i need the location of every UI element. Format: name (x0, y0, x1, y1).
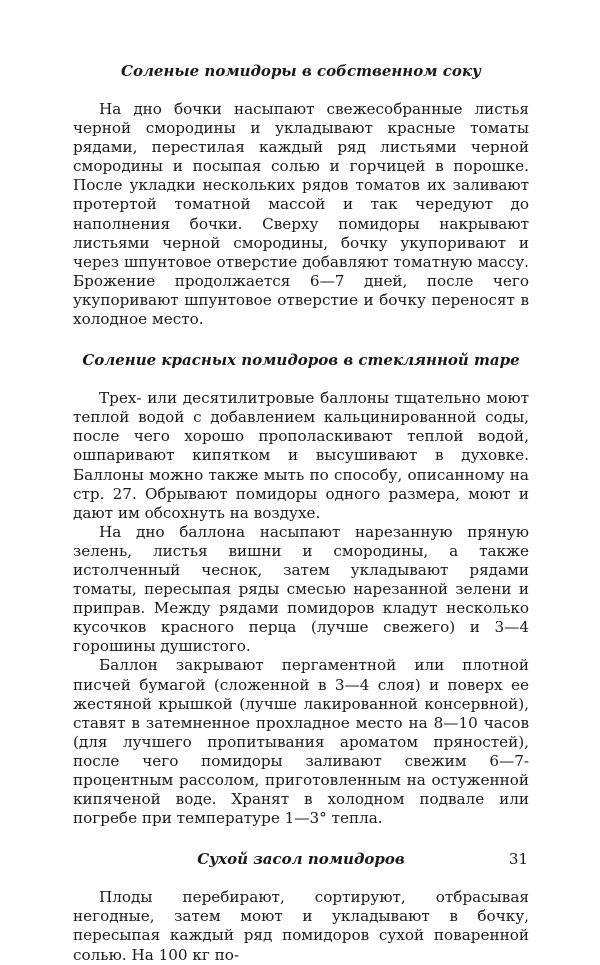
page-number: 31 (508, 850, 528, 868)
paragraph: Баллон закрывают пергаментной или плотной писчей бумагой (сложенной в 3—4 слоя) и поверх ее жестяной крышкой (лучше лакированной консервной), ставят в затемненное прохладное место на 8—10 часов (для лучшего пропитывания ароматом пряностей), после чего помидоры заливают свежим 6—7-процентным рассолом, приготовленным на остуженной кипяченой воде. Хранят в холодном подвале или погребе при температуре 1—3° тепла. (73, 656, 529, 828)
section-heading-1: Соленые помидоры в собственном соку (121, 62, 481, 80)
section-heading-2: Соление красных помидоров в стеклянной таре (82, 351, 520, 370)
paragraph: На дно баллона насыпают нарезанную пряную зелень, листья вишни и смородины, а также истолченный чеснок, затем укладывают рядами томаты, пересыпая ряды смесью нарезанной зелени и приправ. Между рядами помидоров кладут несколько кусочков красного перца (лучше свежего) и 3—4 горошины душистого. (73, 522, 529, 656)
section-heading-3: Сухой засол помидоров (197, 850, 405, 869)
paragraph: На дно бочки насыпают свежесобранные листья черной смородины и укладывают красные томаты рядами, перестилая каждый ряд листьями черной смородины и посыпая солью и горчицей в порошке. После укладки нескольких рядов томатов их заливают протертой томатной массой и так чередуют до наполнения бочки. Сверху помидоры накрывают листьями черной смородины, бочку укупоривают и через шпунтовое отверстие добавляют томатную массу. Брожение продолжается 6—7 дней, после чего укупоривают шпунтовое отверстие и бочку переносят в холодное место. (73, 100, 529, 329)
page-content (73, 58, 529, 965)
paragraph: Трех- или десятилитровые баллоны тщательно моют теплой водой с добавлением кальцинированной соды, после чего хорошо прополаскивают теплой водой, ошпаривают кипятком и высушивают в духовке. Баллоны можно также мыть по способу, описанному на стр. 27. Обрывают помидоры одного размера, моют и дают им обсохнуть на воздухе. (73, 389, 529, 522)
paragraph: Плоды перебирают, сортируют, отбрасывая негодные, затем моют и укладывают в бочку, пересыпая каждый ряд помидоров сухой поваренной солью. На 100 кг по- (73, 888, 529, 964)
